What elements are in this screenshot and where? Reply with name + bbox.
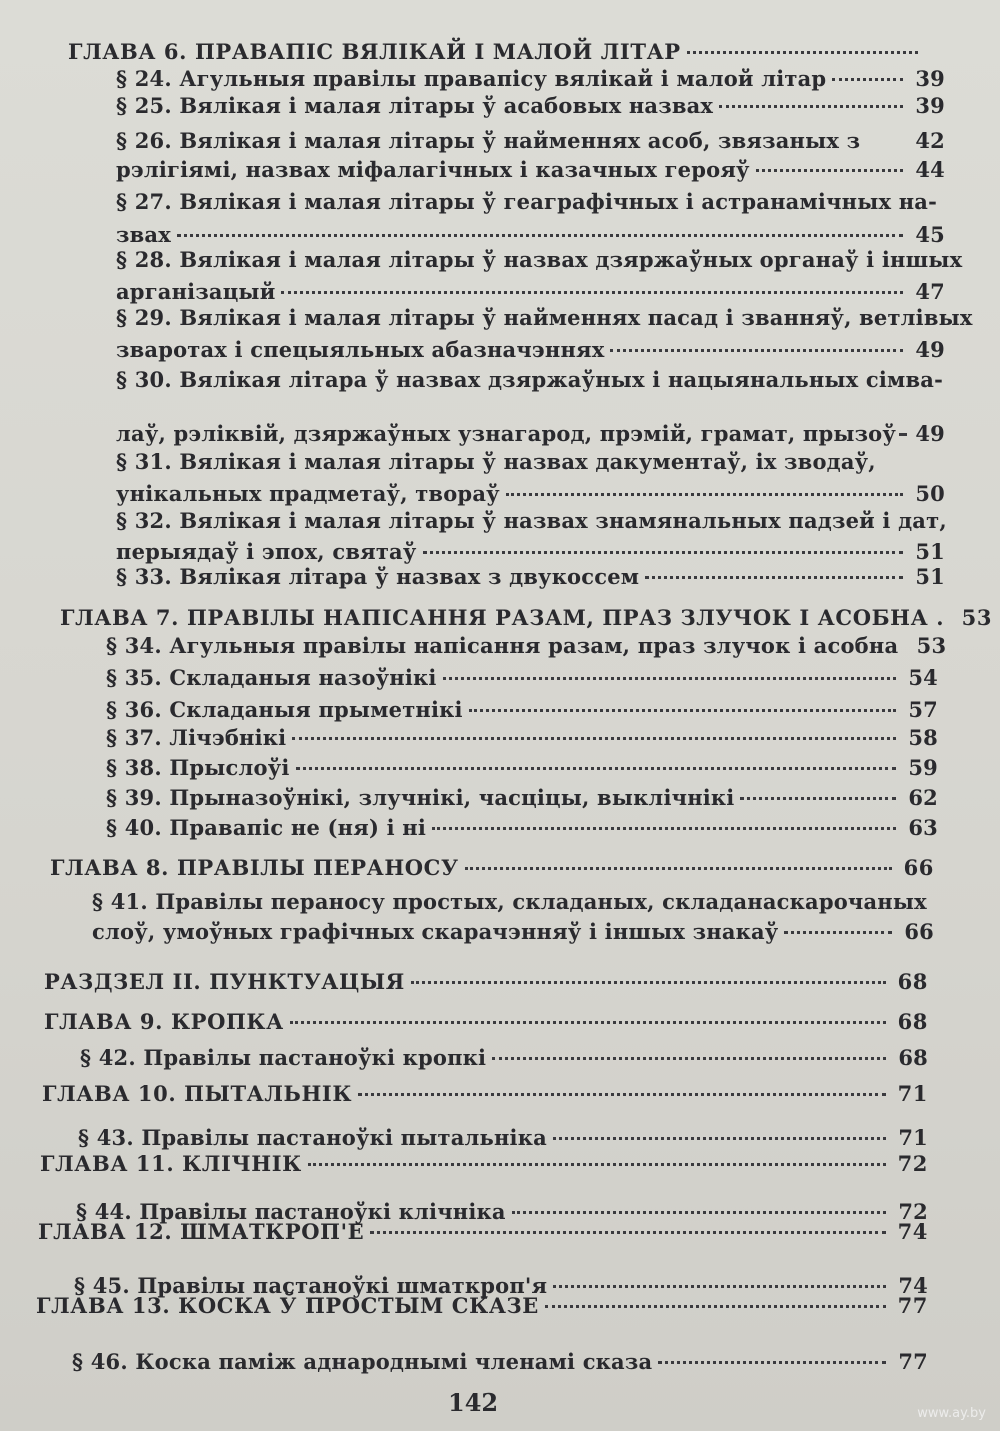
toc-label: § 33. Вялікая літара ў назвах з двукоссем	[116, 564, 640, 589]
toc-label: § 35. Складаныя назоўнікі	[106, 665, 437, 690]
page-number: 142	[448, 1388, 499, 1417]
toc-label: § 45. Правілы пастаноўкі шматкроп'я	[74, 1273, 548, 1298]
toc-page: 74	[898, 1273, 928, 1298]
toc-entry-36	[106, 696, 938, 724]
toc-page: 49	[915, 421, 945, 446]
toc-label: § 43. Правілы пастаноўкі пытальніка	[78, 1125, 547, 1150]
dot-leader	[512, 1211, 886, 1214]
toc-entry-28	[116, 246, 963, 274]
toc-entry-26	[116, 127, 945, 155]
toc-label: лаў, рэліквій, дзяржаўных узнагарод, прэмій, грамат, прызоў	[116, 421, 897, 446]
toc-entry-26-cont	[116, 156, 945, 184]
dot-leader	[687, 51, 918, 54]
toc-label: рэлігіямі, назвах міфалагічных і казачных герояў	[116, 157, 750, 182]
toc-chapter-8	[50, 854, 934, 882]
toc-label: § 42. Правілы пастаноўкі кропкі	[80, 1045, 487, 1070]
toc-label: ГЛАВА 11. КЛІЧНІК	[40, 1151, 302, 1176]
toc-page: 51	[915, 564, 945, 589]
dot-leader	[658, 1361, 886, 1364]
toc-entry-27-cont	[116, 221, 945, 249]
toc-entry-27	[116, 188, 937, 216]
toc-chapter-9	[44, 1008, 928, 1036]
toc-entry-30-cont	[116, 420, 945, 448]
toc-page: 47	[915, 279, 945, 304]
toc-entry-31-cont	[116, 480, 945, 508]
dot-leader	[290, 1021, 886, 1024]
dot-leader	[492, 1057, 886, 1060]
dot-leader	[740, 797, 896, 800]
dot-leader	[610, 349, 903, 352]
toc-page: 63	[908, 815, 938, 840]
toc-label: § 27. Вялікая і малая літары ў геаграфічных і астранамічных на-	[116, 189, 937, 214]
toc-page: 68	[897, 969, 928, 994]
toc-entry-38	[106, 754, 938, 782]
dot-leader	[545, 1305, 886, 1308]
toc-page: 59	[908, 755, 938, 780]
toc-page: 44	[915, 157, 945, 182]
toc-page: 53	[916, 633, 947, 658]
toc-chapter-10	[42, 1080, 928, 1108]
dot-leader	[177, 234, 903, 237]
toc-entry-34	[106, 632, 947, 660]
dot-leader	[296, 767, 896, 770]
toc-label: § 29. Вялікая і малая літары ў найменнях пасад і званняў, ветлівых	[116, 305, 973, 330]
toc-label: ГЛАВА 13. КОСКА Ў ПРОСТЫМ СКАЗЕ	[36, 1293, 539, 1318]
toc-page: 72	[897, 1151, 928, 1176]
toc-label: арганізацый	[116, 279, 276, 304]
toc-page: 68	[897, 1009, 928, 1034]
toc-chapter-13	[36, 1292, 928, 1320]
toc-label: § 30. Вялікая літара ў назвах дзяржаўных і нацыянальных сімва-	[116, 367, 944, 392]
dot-leader	[370, 1231, 886, 1234]
toc-page: 50	[915, 481, 945, 506]
toc-entry-32-cont	[116, 538, 945, 566]
toc-label: перыядаў і эпох, святаў	[116, 539, 417, 564]
toc-page: 53	[961, 605, 993, 630]
toc-page: 66	[904, 919, 934, 944]
toc-chapter-6	[68, 38, 924, 66]
dot-leader	[832, 78, 903, 81]
toc-page: 72	[898, 1199, 928, 1224]
toc-label: § 37. Лічэбнікі	[106, 725, 287, 750]
toc-label: § 31. Вялікая і малая літары ў назвах дакументаў, іх зводаў,	[116, 449, 876, 474]
toc-label: РАЗДЗЕЛ II. ПУНКТУАЦЫЯ	[44, 969, 405, 994]
toc-entry-37	[106, 724, 938, 752]
watermark: www.ay.by	[917, 1406, 986, 1421]
toc-page: 39	[915, 66, 945, 91]
toc-entry-43	[78, 1124, 928, 1152]
toc-part-2	[44, 968, 928, 996]
toc-page: 45	[915, 222, 945, 247]
toc-page: 58	[908, 725, 938, 750]
toc-entry-46	[72, 1348, 928, 1376]
dot-leader	[432, 827, 896, 830]
toc-label: § 39. Прыназоўнікі, злучнікі, часціцы, выклічнікі	[106, 785, 735, 810]
toc-label: ГЛАВА 7. ПРАВІЛЫ НАПІСАННЯ РАЗАМ, ПРАЗ ЗЛУЧОК І АСОБНА .	[60, 605, 945, 630]
toc-page: 51	[915, 539, 945, 564]
toc-label: § 44. Правілы пастаноўкі клічніка	[76, 1199, 506, 1224]
toc-label: § 28. Вялікая і малая літары ў назвах дзяржаўных органаў і іншых	[116, 247, 963, 272]
toc-entry-24	[116, 65, 945, 93]
toc-label: § 24. Агульныя правілы правапісу вялікай і малой літар	[116, 66, 827, 91]
toc-entry-29	[116, 304, 973, 332]
dot-leader	[469, 709, 896, 712]
toc-entry-41	[92, 888, 927, 916]
toc-label: слоў, умоўных графічных скарачэнняў і іншых знакаў	[92, 919, 779, 944]
toc-page: 77	[898, 1349, 928, 1374]
toc-entry-25	[116, 92, 945, 120]
dot-leader	[281, 291, 903, 294]
toc-page: 39	[915, 93, 945, 118]
toc-page: 57	[908, 697, 938, 722]
dot-leader	[465, 867, 892, 870]
toc-label: ГЛАВА 10. ПЫТАЛЬНІК	[42, 1081, 353, 1106]
toc-chapter-7	[60, 604, 993, 632]
toc-page: 62	[908, 785, 938, 810]
toc-label: унікальных прадметаў, твораў	[116, 481, 500, 506]
toc-label: § 46. Коска паміж аднароднымі членамі сказа	[72, 1349, 653, 1374]
toc-chapter-12	[38, 1218, 928, 1246]
toc-entry-35	[106, 664, 938, 692]
toc-page: 49	[915, 337, 945, 362]
dot-leader	[902, 433, 903, 436]
toc-label: § 41. Правілы пераносу простых, складаных, складанаскарочаных	[92, 889, 927, 914]
toc-page: 68	[898, 1045, 928, 1070]
toc-entry-40	[106, 814, 938, 842]
toc-label: ГЛАВА 6. ПРАВАПІС ВЯЛІКАЙ І МАЛОЙ ЛІТАР	[68, 39, 681, 64]
toc-label: § 36. Складаныя прыметнікі	[106, 697, 463, 722]
toc-page: 77	[897, 1293, 928, 1318]
dot-leader	[308, 1163, 886, 1166]
toc-label: звах	[116, 222, 171, 247]
dot-leader	[423, 551, 904, 554]
toc-label: § 26. Вялікая і малая літары ў найменнях асоб, звязаных з	[116, 128, 861, 153]
toc-label: § 40. Правапіс не (ня) і ні	[106, 815, 427, 840]
dot-leader	[506, 493, 903, 496]
dot-leader	[645, 576, 903, 579]
dot-leader	[358, 1093, 886, 1096]
dot-leader	[443, 677, 896, 680]
toc-entry-41-cont	[92, 918, 934, 946]
toc-page: 71	[898, 1125, 928, 1150]
toc-entry-32	[116, 507, 947, 535]
toc-entry-33	[116, 563, 945, 591]
toc-page: 66	[903, 855, 934, 880]
toc-label: зваротах і спецыяльных абазначэннях	[116, 337, 605, 362]
toc-chapter-11	[40, 1150, 928, 1178]
toc-label: ГЛАВА 8. ПРАВІЛЫ ПЕРАНОСУ	[50, 855, 459, 880]
toc-entry-31	[116, 448, 908, 476]
dot-leader	[553, 1137, 886, 1140]
dot-leader	[784, 931, 892, 934]
toc-label: ГЛАВА 12. ШМАТКРОП'Е	[38, 1219, 365, 1244]
dot-leader	[553, 1285, 886, 1288]
toc-label: § 34. Агульныя правілы напісання разам, праз злучок і асобна	[106, 633, 899, 658]
toc-page: 71	[897, 1081, 928, 1106]
dot-leader	[292, 737, 896, 740]
toc-entry-42	[80, 1044, 928, 1072]
toc-page: 42	[915, 128, 945, 153]
toc-label: ГЛАВА 9. КРОПКА	[44, 1009, 284, 1034]
dot-leader	[411, 981, 886, 984]
toc-page: 74	[897, 1219, 928, 1244]
toc-label: § 25. Вялікая і малая літары ў асабовых назвах	[116, 93, 714, 118]
toc-entry-28-cont	[116, 278, 945, 306]
toc-page: 54	[908, 665, 938, 690]
toc-label: § 38. Прыслоўі	[106, 755, 290, 780]
toc-entry-39	[106, 784, 938, 812]
dot-leader	[756, 169, 903, 172]
toc-label: § 32. Вялікая і малая літары ў назвах знамянальных падзей і дат,	[116, 508, 947, 533]
toc-entry-29-cont	[116, 336, 945, 364]
toc-entry-30	[116, 366, 944, 394]
dot-leader	[719, 105, 903, 108]
